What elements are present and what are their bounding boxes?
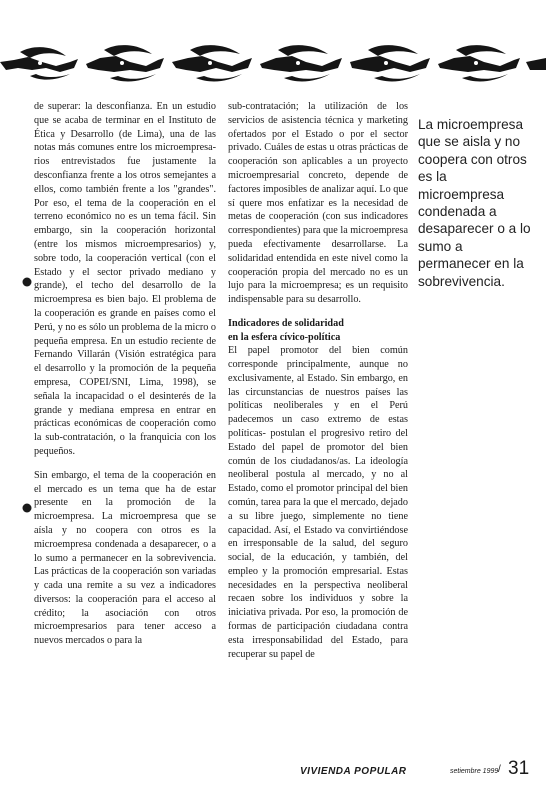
body-paragraph: El papel promotor del bien común corresponde principalmente, aunque no exclusivamente, al Estado. Sin embargo, en las circunstancias de nuestros países las políticas neoliberales y en el Perú padecemos un caso extremo de estas políticas- postulan el progresivo retiro del Estado del papel de promotor del bien común de los ciudadanos/as. La ideología neoliberal postula al mercado, y no al Estado, como el promotor principal del bien común, tarea para la que el mercado, dejado a su libre juego, simplemente no tiene capacidad. Así, el Estado va convirtiéndose en irresponsable de la salud, del seguro social, de la educación, y también, del empleo y la promoción empresarial. Estas necesidades en la perspectiva neoliberal recaen sobre los individuos y sobre la iniciativa privada. Por eso, la promoción de formas de participación ciudadana contra esta irresponsabilidad del Estado, para recuperar su papel de [228, 345, 408, 660]
page-footer [300, 758, 540, 784]
body-paragraph: Sin embargo, el tema de la cooperación en el mercado es un tema que ha de estar presente en la promoción de la microempresa. La microempresa que se aísla y no coopera con otros es la microempresa condenada a desaparecer, o a lo sumo a permanecer en la sobrevivencia. Las prácticas de la cooperación son variadas y cada una remite a su vez a indicadores diversos: la cooperación para el acceso al crédito; la asociación con otros microempresarios para tener acceso a nuevos mercados o para la [34, 469, 216, 647]
text-column-2 [228, 100, 408, 671]
pull-quote: La microempresa que se aisla y no coopera con otros es la microempresa condenada a desaparecer o a lo sumo a permanecer en la sobrevivencia. [418, 117, 531, 289]
issue-date: setiembre 1999 [450, 768, 499, 775]
body-paragraph: sub-contratación; la utilización de los servicios de asistencia técnica y marketing ofertados por el Estado o por el sector privado. Cuáles de estas u otras prácticas de cooperación son aplicables a un proyecto microempresarial concreto, depende de factores imposibles de analizar aquí. Lo que sí quere mos enfatizar es la necesidad de metas de cooperación (con sus indicadores correspondientes) para que la microempresa pueda efectivamente desarrollarse. La solidaridad entendida en este nivel como la cooperación propia del mercado no es un lujo para la microempresa; es un requisito indispensable para su desarrollo. [228, 101, 408, 306]
text-column-1 [34, 100, 216, 658]
magazine-name: VIVIENDA POPULAR [300, 766, 407, 777]
footer-separator: / [498, 764, 501, 775]
page-number: 31 [508, 758, 530, 779]
margin-bullet-icon [22, 503, 32, 513]
margin-bullet-icon [22, 277, 32, 287]
decorative-banner [0, 38, 546, 88]
section-heading: Indicadores de solidaridad [228, 317, 344, 329]
section-heading: en la esfera cívico-política [228, 331, 341, 343]
body-paragraph: de superar: la desconfianza. En un estudio que se acaba de terminar en el Instituto de Ética y Desarrollo (de Lima), una de las notas más comunes entre los microempresa- rios entrevistados fue justamente la desconfianza frente a los otros semejantes a ellos, como también frente a los "grandes". Por eso, el tema de la cooperación en el terreno económico no es un tema fácil. Sin embargo, sin la cooperación horizontal (entre los mismos microempresarios) y, sobre todo, la cooperación vertical (con el Estado y el sector privado mediano y grande), el techo del desarrollo de la microempresa es bien bajo. El problema de la cooperación es grande en países como el Perú, y no es sólo un problema de la micro o pequeña empresa. En un estudio reciente de Fernando Villarán (Visión estratégica para el desarrollo y la promoción de la pequeña empresa, COPEI/SNI, Lima, 1998), se señala la incapacidad o el desinterés de la grande y mediana empresa en entrar en prácticas económicas de cooperación como la sub-contratación, o la franquicia con los pequeños. [34, 101, 216, 457]
